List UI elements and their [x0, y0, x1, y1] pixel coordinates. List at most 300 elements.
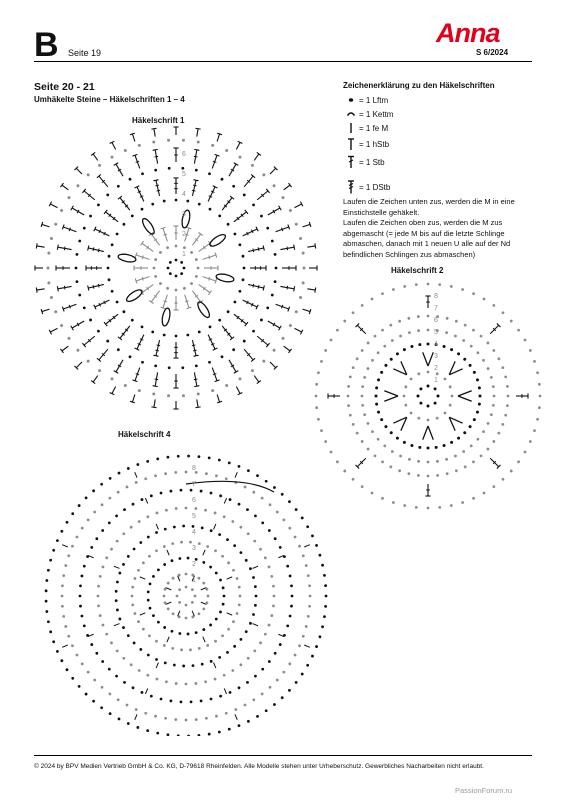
chain-stitch-dot — [450, 348, 453, 351]
chain-stitch-dot — [462, 339, 465, 342]
chain-stitch-dot — [295, 681, 298, 684]
chain-stitch-dot — [195, 258, 198, 261]
chain-stitch-dot — [307, 574, 310, 577]
chain-stitch-dot — [50, 296, 53, 299]
stitch-cross-bar — [104, 232, 106, 235]
round-number-label: 3 — [192, 545, 196, 552]
chain-stitch-dot — [165, 509, 168, 512]
stitch-top-bar — [294, 245, 295, 250]
chain-stitch-dot — [311, 535, 314, 538]
chain-stitch-dot — [154, 258, 157, 261]
round-number-label: 6 — [182, 151, 186, 158]
chain-stitch-dot — [108, 278, 111, 281]
chain-stitch-dot — [352, 311, 355, 314]
chain-stitch-dot — [238, 586, 241, 589]
chain-stitch-dot — [273, 486, 276, 489]
chain-stitch-dot — [117, 348, 120, 351]
chain-stitch-dot — [407, 317, 410, 320]
chain-stitch-dot — [476, 351, 479, 354]
chain-stitch-dot — [396, 437, 399, 440]
stitch-cross-bar — [258, 247, 259, 251]
chain-stitch-dot — [478, 386, 481, 389]
chain-stitch-dot — [483, 492, 486, 495]
chain-stitch-dot — [240, 638, 243, 641]
chain-stitch-dot — [502, 478, 505, 481]
chain-stitch-dot — [218, 319, 221, 322]
chain-stitch-dot — [219, 579, 222, 582]
chain-stitch-dot — [266, 306, 269, 309]
stitch-mark — [50, 328, 57, 332]
chain-stitch-dot — [497, 432, 500, 435]
chain-stitch-dot — [60, 209, 63, 212]
chain-stitch-dot — [533, 429, 536, 432]
stitch-mark — [284, 346, 290, 351]
chain-stitch-dot — [450, 504, 453, 507]
chain-stitch-dot — [47, 620, 50, 623]
chain-stitch-dot — [56, 650, 59, 653]
stitch-top-bar — [263, 285, 264, 290]
chain-stitch-dot — [123, 508, 126, 511]
chain-stitch-dot — [510, 470, 513, 473]
chain-stitch-dot — [454, 335, 457, 338]
chain-stitch-dot — [201, 527, 204, 530]
chain-stitch-dot — [122, 657, 125, 660]
legend-note-1: Laufen die Zeichen unten zus, werden die M in eine Einstichstelle gehäkelt. — [343, 197, 515, 217]
stitch-top-bar — [88, 245, 89, 250]
stitch-top-bar — [57, 286, 58, 291]
stitch-mark — [37, 246, 45, 247]
chain-stitch-dot — [308, 605, 311, 608]
chain-stitch-dot — [470, 345, 473, 348]
stitch-cross-bar — [192, 190, 196, 191]
chain-stitch-dot — [249, 622, 252, 625]
stitch-mark — [106, 314, 119, 324]
chain-stitch-dot — [445, 331, 448, 334]
stitch-top-bar — [60, 183, 63, 187]
crochet-chart-1 — [26, 126, 326, 418]
chain-stitch-dot — [157, 568, 160, 571]
stitch-mark — [93, 376, 98, 382]
chain-stitch-dot — [461, 288, 464, 291]
chain-stitch-dot — [315, 395, 318, 398]
chain-stitch-dot — [135, 708, 138, 711]
chain-stitch-dot — [180, 648, 183, 651]
chain-stitch-dot — [83, 306, 86, 309]
chain-stitch-dot — [288, 689, 291, 692]
legend-label: = 1 hStb — [359, 139, 390, 149]
chain-stitch-dot — [183, 287, 186, 290]
chain-stitch-dot — [536, 371, 539, 374]
chain-stitch-dot — [208, 733, 211, 736]
legend-item-kettm — [343, 107, 393, 121]
chain-stitch-dot — [54, 310, 57, 313]
chain-stitch-dot — [116, 540, 119, 543]
chain-stitch-dot — [131, 586, 134, 589]
chain-stitch-dot — [449, 404, 452, 407]
chain-stitch-dot — [169, 261, 172, 264]
chain-stitch-dot — [286, 565, 289, 568]
stitch-cross-bar — [163, 301, 166, 302]
chain-stitch-dot — [175, 289, 178, 292]
chain-stitch-dot — [185, 617, 188, 620]
chain-stitch-dot — [252, 576, 255, 579]
stitch-top-bar — [193, 180, 198, 181]
chain-stitch-dot — [141, 361, 144, 364]
chain-stitch-dot — [109, 477, 112, 480]
chain-stitch-dot — [223, 674, 226, 677]
chain-stitch-dot — [156, 512, 159, 515]
chain-stitch-dot — [206, 545, 209, 548]
chain-stitch-dot — [232, 185, 235, 188]
chain-stitch-dot — [324, 605, 327, 608]
chain-stitch-dot — [71, 644, 74, 647]
chain-stitch-dot — [436, 474, 439, 477]
chain-stitch-dot — [268, 660, 271, 663]
chain-stitch-dot — [97, 604, 100, 607]
chain-stitch-dot — [52, 640, 55, 643]
chain-stitch-dot — [361, 440, 364, 443]
chain-stitch-dot — [243, 194, 246, 197]
chain-stitch-dot — [261, 521, 264, 524]
chain-stitch-dot — [111, 290, 114, 293]
chain-stitch-dot — [95, 537, 98, 540]
stitch-top-bar — [195, 407, 200, 408]
chain-stitch-dot — [295, 508, 298, 511]
chain-stitch-dot — [443, 345, 446, 348]
chain-stitch-dot — [45, 610, 48, 613]
chain-stitch-dot — [123, 681, 126, 684]
stitch-cross-bar — [64, 286, 65, 290]
stitch-top-bar — [151, 407, 156, 408]
chain-stitch-dot — [76, 280, 79, 283]
chain-stitch-dot — [289, 615, 292, 618]
chain-stitch-dot — [321, 625, 324, 628]
chain-stitch-dot — [472, 292, 475, 295]
chain-stitch-dot — [89, 319, 92, 322]
stitch-mark — [76, 362, 82, 368]
chain-stitch-dot — [183, 267, 186, 270]
stitch-mark — [132, 134, 134, 142]
chain-stitch-dot — [167, 608, 170, 611]
legend-title: Zeichenerklärung zu den Häkelschriften — [343, 81, 495, 90]
stitch-cross-bar — [142, 255, 143, 258]
stitch-top-bar — [130, 401, 135, 403]
chain-stitch-dot — [215, 618, 218, 621]
chain-stitch-dot — [473, 371, 476, 374]
chain-stitch-dot — [148, 634, 151, 637]
chain-stitch-dot — [172, 612, 175, 615]
chain-stitch-dot — [97, 585, 100, 588]
chain-stitch-dot — [538, 383, 541, 386]
stitch-cross-bar — [93, 247, 94, 251]
chain-stitch-dot — [169, 272, 172, 275]
chain-stitch-dot — [175, 275, 178, 278]
chain-stitch-dot — [221, 178, 224, 181]
chain-stitch-dot — [127, 722, 130, 725]
chain-stitch-dot — [480, 454, 483, 457]
chain-stitch-dot — [497, 357, 500, 360]
chain-stitch-dot — [242, 278, 245, 281]
chain-stitch-dot — [171, 630, 174, 633]
chain-stitch-dot — [191, 588, 194, 591]
chain-stitch-dot — [269, 686, 272, 689]
chain-stitch-dot — [403, 441, 406, 444]
chain-stitch-dot — [107, 267, 110, 270]
stitch-cross-bar — [211, 191, 214, 193]
stitch-top-bar — [187, 227, 192, 229]
chain-stitch-dot — [118, 718, 121, 721]
chain-stitch-dot — [60, 659, 63, 662]
chain-stitch-dot — [261, 668, 264, 671]
stitch-top-bar — [215, 279, 217, 284]
chain-stitch-dot — [194, 595, 197, 598]
chain-stitch-dot — [170, 490, 173, 493]
stitch-top-bar — [187, 307, 192, 309]
chain-stitch-dot — [299, 237, 302, 240]
chain-stitch-dot — [222, 603, 225, 606]
chain-stitch-dot — [129, 178, 132, 181]
chain-stitch-dot — [242, 255, 245, 258]
stitch-mark — [270, 362, 276, 368]
stitch-cross-bar — [136, 374, 139, 375]
chain-stitch-dot — [64, 564, 67, 567]
round-number-label: 4 — [192, 529, 196, 536]
chain-stitch-dot — [93, 679, 96, 682]
chain-stitch-dot — [282, 518, 285, 521]
stitch-cross-bar — [251, 230, 253, 233]
chain-stitch-dot — [306, 664, 309, 667]
chain-stitch-dot — [178, 601, 181, 604]
stitch-mark — [88, 248, 104, 252]
chain-stitch-dot — [189, 541, 192, 544]
chain-stitch-dot — [308, 584, 311, 587]
chain-stitch-dot — [218, 459, 221, 462]
stitch-top-bar — [135, 253, 137, 258]
chain-stitch-dot — [209, 325, 212, 328]
chain-stitch-dot — [95, 652, 98, 655]
chain-stitch-dot — [234, 708, 237, 711]
stitch-cross-bar — [98, 284, 99, 288]
chain-stitch-dot — [536, 418, 539, 421]
chain-stitch-dot — [102, 566, 105, 569]
chain-stitch-dot — [228, 728, 231, 731]
chain-stitch-dot — [148, 555, 151, 558]
stitch-cross-bar — [99, 303, 101, 306]
chain-stitch-dot — [78, 294, 81, 297]
chain-stitch-dot — [321, 564, 324, 567]
chart-4-title: Häkelschrift 4 — [118, 430, 171, 439]
chain-stitch-dot — [105, 633, 108, 636]
chain-stitch-dot — [173, 526, 176, 529]
chain-stitch-dot — [225, 712, 228, 715]
chain-stitch-dot — [159, 282, 162, 285]
chain-stitch-dot — [504, 414, 507, 417]
chain-stitch-dot — [268, 624, 271, 627]
chain-stitch-dot — [506, 404, 509, 407]
chain-stitch-dot — [219, 695, 222, 698]
chain-stitch-dot — [49, 630, 52, 633]
stitch-cross-bar — [213, 161, 216, 162]
chain-stitch-dot — [247, 720, 250, 723]
chain-stitch-dot — [122, 563, 125, 566]
chain-stitch-dot — [225, 384, 228, 387]
chain-stitch-dot — [377, 411, 380, 414]
stitch-top-bar — [149, 300, 153, 303]
chain-stitch-dot — [79, 595, 82, 598]
chain-stitch-dot — [349, 414, 352, 417]
chain-stitch-dot — [227, 310, 230, 313]
chain-stitch-dot — [289, 209, 292, 212]
chain-stitch-dot — [254, 514, 257, 517]
chain-stitch-dot — [204, 680, 207, 683]
chain-stitch-dot — [180, 489, 183, 492]
chain-stitch-dot — [470, 444, 473, 447]
chain-stitch-dot — [427, 447, 430, 450]
chain-stitch-dot — [254, 604, 257, 607]
chain-stitch-dot — [219, 494, 222, 497]
chain-stitch-dot — [164, 661, 167, 664]
stitch-cross-bar — [140, 339, 143, 341]
chain-stitch-dot — [490, 413, 493, 416]
dstb-icon — [343, 180, 359, 194]
chain-stitch-dot — [61, 595, 64, 598]
chain-stitch-dot — [221, 355, 224, 358]
chain-stitch-dot — [206, 644, 209, 647]
chain-stitch-dot — [286, 624, 289, 627]
chain-stitch-dot — [108, 668, 111, 671]
chain-stitch-dot — [427, 475, 430, 478]
chain-stitch-dot — [472, 497, 475, 500]
chain-stitch-dot — [446, 317, 449, 320]
chain-stitch-dot — [487, 367, 490, 370]
chain-stitch-dot — [492, 485, 495, 488]
chain-stitch-dot — [210, 698, 213, 701]
chain-stitch-dot — [417, 329, 420, 332]
chain-stitch-dot — [223, 595, 226, 598]
v-stitch — [423, 352, 434, 366]
chain-stitch-dot — [66, 668, 69, 671]
chain-stitch-dot — [163, 644, 166, 647]
chain-stitch-dot — [352, 478, 355, 481]
chain-stitch-dot — [163, 563, 166, 566]
stitch-cross-bar — [258, 285, 259, 289]
chain-stitch-dot — [118, 572, 121, 575]
chain-stitch-dot — [377, 438, 380, 441]
chain-stitch-dot — [110, 548, 113, 551]
stitch-top-bar — [153, 149, 158, 150]
stitch-top-bar — [309, 222, 311, 227]
chain-stitch-dot — [126, 704, 129, 707]
stitch-top-bar — [289, 349, 292, 353]
chain-stitch-dot — [89, 215, 92, 218]
stitch-mark — [137, 335, 144, 349]
chain-stitch-dot — [136, 463, 139, 466]
chain-stitch-dot — [381, 497, 384, 500]
stitch-cross-bar — [287, 247, 288, 251]
chain-stitch-dot — [352, 423, 355, 426]
section-subtitle: Umhäkelte Steine – Häkelschriften 1 – 4 — [34, 95, 185, 104]
chain-stitch-dot — [190, 251, 193, 254]
chain-stitch-dot — [167, 394, 170, 397]
chain-stitch-dot — [214, 640, 217, 643]
chain-stitch-dot — [92, 700, 95, 703]
chain-stitch-dot — [187, 735, 190, 736]
stitch-cross-bar — [194, 156, 198, 157]
chain-stitch-dot — [270, 575, 273, 578]
stitch-mark — [156, 180, 160, 196]
chain-stitch-dot — [171, 647, 174, 650]
chain-stitch-dot — [152, 575, 155, 578]
chain-stitch-dot — [319, 635, 322, 638]
chain-stitch-dot — [156, 457, 159, 460]
chain-stitch-dot — [62, 615, 65, 618]
stitch-cross-bar — [136, 161, 139, 162]
chain-stitch-dot — [384, 425, 387, 428]
chain-stitch-dot — [306, 525, 309, 528]
chain-stitch-dot — [361, 349, 364, 352]
stitch-mark — [137, 187, 144, 201]
chain-stitch-dot — [487, 422, 490, 425]
stitch-cross-bar — [69, 305, 70, 308]
chain-stitch-dot — [464, 465, 467, 468]
v-stitch — [384, 391, 398, 402]
chain-stitch-dot — [295, 223, 298, 226]
chain-stitch-dot — [195, 365, 198, 368]
chain-stitch-dot — [434, 402, 437, 405]
chain-stitch-dot — [141, 691, 144, 694]
chain-stitch-dot — [389, 465, 392, 468]
chain-stitch-dot — [449, 385, 452, 388]
chain-stitch-dot — [469, 364, 472, 367]
stitch-top-bar — [36, 243, 37, 248]
chain-stitch-dot — [303, 267, 306, 270]
chain-stitch-dot — [417, 417, 420, 420]
stitch-cross-bar — [155, 350, 159, 351]
chain-stitch-dot — [75, 267, 78, 270]
chain-stitch-dot — [391, 339, 394, 342]
chain-stitch-dot — [408, 331, 411, 334]
chain-stitch-dot — [61, 584, 64, 587]
stitch-cross-bar — [193, 185, 197, 186]
chain-stitch-dot — [135, 481, 138, 484]
watermark: PassionForum.ru — [455, 786, 513, 795]
chain-stitch-dot — [271, 240, 274, 243]
chain-stitch-dot — [68, 196, 71, 199]
stitch-mark — [208, 335, 215, 349]
chain-stitch-dot — [446, 472, 449, 475]
chain-stitch-dot — [289, 324, 292, 327]
chain-stitch-dot — [529, 349, 532, 352]
chain-stitch-dot — [155, 658, 158, 661]
chain-stitch-dot — [462, 450, 465, 453]
chain-stitch-dot — [270, 614, 273, 617]
stitch-top-bar — [153, 355, 158, 356]
chain-stitch-dot — [198, 734, 201, 736]
chain-stitch-dot — [149, 582, 152, 585]
round-number-label: 7 — [434, 305, 438, 312]
chain-stitch-dot — [247, 469, 250, 472]
stitch-mark — [112, 387, 116, 394]
chain-stitch-dot — [190, 282, 193, 285]
chain-stitch-dot — [479, 395, 482, 398]
chain-stitch-dot — [175, 507, 178, 510]
chain-stitch-dot — [209, 208, 212, 211]
chain-stitch-dot — [175, 682, 178, 685]
chain-stitch-dot — [239, 377, 242, 380]
chain-stitch-dot — [138, 144, 141, 147]
chain-stitch-dot — [130, 663, 133, 666]
chain-stitch-dot — [207, 595, 210, 598]
